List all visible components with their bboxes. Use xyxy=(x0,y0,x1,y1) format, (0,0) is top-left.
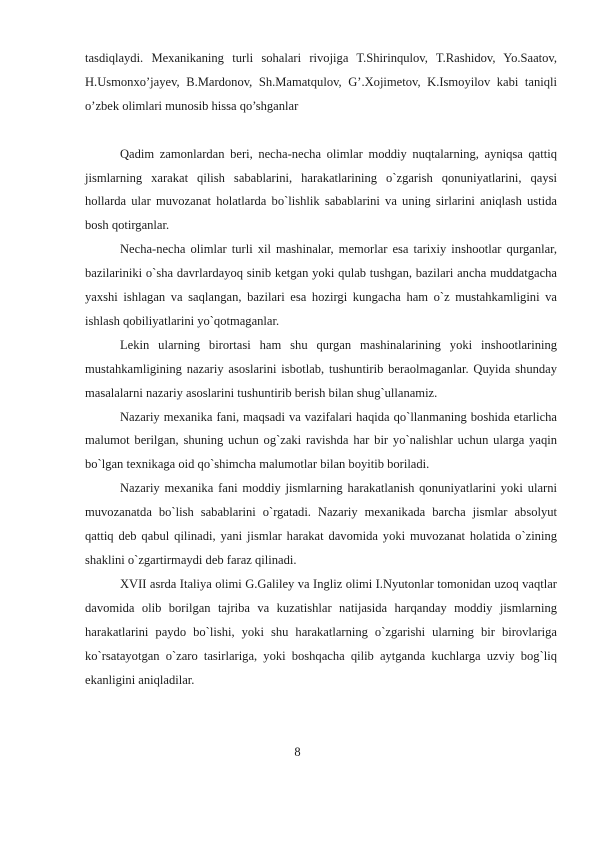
paragraph-ancient-scholars: Qadim zamonlardan beri, necha-necha olimlar moddiy nuqtalarning, ayniqsa qattiq jismlarning xarakat qilish sabablarini, harakatlarining o`zgarish qonuniyatlarini, qaysi hollarda ular muvozanat holatlarda bo`lishlik sabablarini va uning sirlarini aniqlash ustida bosh qotirganlar. xyxy=(85,146,557,233)
paragraph-gap xyxy=(85,119,557,143)
paragraph-rigid-bodies: Nazariy mexanika fani moddiy jismlarning harakatlanish qonuniyatlarini yoki ularni muvozanatda bo`lish sabablarini o`rgatadi. Nazariy mexanikada barcha jismlar absolyut qattiq deb qabul qilinadi, yani jismlar harakat davomida yoki muvozanat holatida o`zining shaklini o`zgartirmaydi deb faraz qilinadi. xyxy=(85,481,557,568)
paragraph-continuation: tasdiqlaydi. Mexanikaning turli sohalari rivojiga T.Shirinqulov, T.Rashidov, Yo.Saatov, H.Usmonxo’jayev, B.Mardonov, Sh.Mamatqulov, G’.Xojimetov, K.Ismoyilov kabi taniqli o’zbek olimlari munosib hissa qo’shganlar xyxy=(85,51,557,113)
paragraph-machines-monuments: Necha-necha olimlar turli xil mashinalar, memorlar esa tarixiy inshootlar qurganlar, bazilariniki o`sha davrlardayoq sinib ketgan yoki qulab tushgan, bazilari ancha muddatgacha yaxshi ishlagan va saqlangan, bazilari esa hozirgi kungacha ham o`z mustahkamligini va ishlash qobiliyatlarini yo`qotmaganlar. xyxy=(85,242,557,328)
paragraph-course-goals: Nazariy mexanika fani, maqsadi va vazifalari haqida qo`llanmaning boshida etarlicha malumot berilgan, shuning uchun og`zaki ravishda har bir yo`nalishlar uchun ularga yaqin bo`lgan texnikaga oid qo`shimcha malumotlar bilan boyitib boriladi. xyxy=(85,409,557,472)
document-body xyxy=(85,47,557,692)
paragraph-galileo-newton: XVII asrda Italiya olimi G.Galiley va Ingliz olimi I.Nyutonlar tomonidan uzoq vaqtlar davomida olib borilgan tajriba va kuzatishlar natijasida harqanday moddiy jismlarning harakatlarini paydo bo`lishi, yoki shu harakatlarning o`zgarishi ularning bir birovlariga ko`rsatayotgan o`zaro tasirlariga, yoki boshqacha qilib aytganda kuchlarga uzviy bog`liq ekanligini aniqladilar. xyxy=(85,576,557,687)
paragraph-theoretical-basis: Lekin ularning birortasi ham shu qurgan mashinalarining yoki inshootlarining mustahkamligining nazariy asoslarini isbotlab, tushuntirib beraolmaganlar. Quyida shunday masalalarni nazariy asoslarini tushuntirib berish bilan shug`ullanamiz. xyxy=(85,337,557,400)
page-number: 8 xyxy=(294,745,301,759)
